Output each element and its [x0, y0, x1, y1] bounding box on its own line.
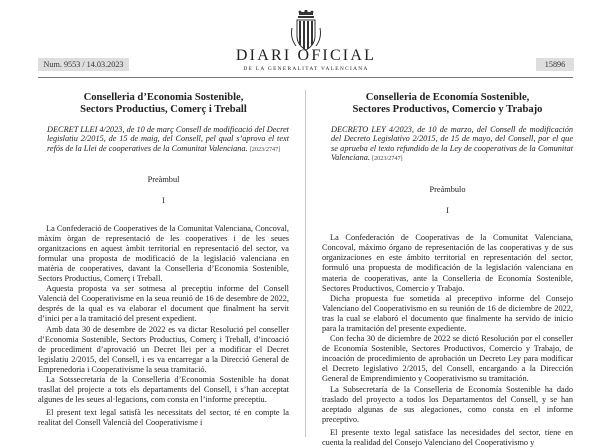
paragraph: La Confederació de Cooperatives de la Comunitat Valenciana, Concoval, màxim òrgan de representació de les cooperatives i de les seues organitzacions en aquest àmbit territorial en representació del sector, va formular una proposta de modificació de la legislació valenciana en matèria de cooperatives, davant la Conselleria d’Economia Sostenible, Sectors Productius, Comerç i Treball. — [38, 223, 289, 284]
decree-summary — [47, 125, 289, 155]
page-number: 15896 — [536, 58, 574, 71]
decree-title: DECRETO LEY 4/2023, de 10 de marzo, del Consell de modificación del Decreto Legislativo 2/2015, de 15 de mayo, del Consell, por el que se aprueba el texto refundido de la Ley de cooperativas de la Comunitat Valenciana. — [331, 124, 573, 163]
paragraph: La Subsecretaría de la Conselleria de Economía Sostenible ha dado traslado del proyecto a todos los Departamentos del Consell, y se han aceptado algunas de sus alegaciones, como consta en el informe preceptivo. — [322, 384, 573, 424]
ministry-heading-line1: Conselleria d’Economia Sostenible, — [83, 92, 244, 103]
issue-number: Num. 9553 / 14.03.2023 — [38, 58, 129, 71]
decree-title: DECRET LLEI 4/2023, de 10 de març Consell de modificació del Decret legislatiu 2/2015, de 15 de maig, del Consell, pel qual s’aprova el text refós de la Llei de cooperatives de la Comunitat Valenciana. — [47, 124, 289, 153]
section-number: I — [162, 196, 165, 206]
section-number: I — [446, 206, 449, 216]
masthead-title: DIARI OFICIAL — [235, 47, 377, 64]
decree-reference: [2023/2747] — [249, 145, 281, 153]
header-rule — [38, 77, 573, 78]
ministry-heading-line2: Sectors Productius, Comerç i Treball — [80, 104, 247, 116]
paragraph: La Sotssecretaria de la Conselleria d’Economia Sostenible ha donat trasllat del projecte a tots els departaments del Consell, i s’han acceptat algunes de les seues al·legacions, com consta en l’informe preceptiu. — [38, 374, 289, 405]
paragraph: Con fecha 30 de diciembre de 2022 se dictó Resolución por el conseller de Economía Sostenible, Sectores Productivos, Comercio y Trabajo, de incoación de procedimiento de aprobación un Decreto Ley para modificar el Decreto legislativo 2/2015, del Consell, encargando a la Dirección General de Emprendimiento y Cooperativismo su tramitación. — [322, 334, 573, 384]
paragraph: Dicha propuesta fue sometida al preceptivo informe del Consejo Valenciano del Cooperativismo en su reunión de 16 de diciembre de 2022, tras la cual se elaboró el documento que finalmente ha servido de inicio para la tramitación del presente expediente. — [322, 293, 573, 333]
paragraph: La Confederación de Cooperativas de la Comunitat Valenciana, Concoval, máximo órgano de representación de las cooperativas y de sus organizaciones en este ámbito territorial en representación del sector, formuló una propuesta de modificación de la legislación valenciana en materia de cooperativas, ante la Conselleria de Economía Sostenible, Sectores Productivos, Comercio y Trabajo. — [322, 233, 573, 293]
paragraph: Aquesta proposta va ser sotmesa al preceptiu informe del Consell Valencià del Cooperativisme en la seua reunió de 16 de desembre de 2022, després de la qual es va elaborar el document que finalment ha servit d’inici per a la tramitació del present expedient. — [38, 284, 289, 324]
masthead-subtitle: DE LA GENERALITAT VALENCIANA — [243, 66, 369, 72]
paragraph: El presente texto legal satisface las necesidades del sector, tiene en cuenta la realidad del Consejo Valenciano del Cooperativismo y — [322, 427, 573, 448]
column-valencian — [38, 92, 289, 428]
column-spanish — [322, 92, 573, 448]
paragraph: El present text legal satisfà les necessitats del sector, té en compte la realitat del Consell Valencià del Cooperativisme i — [38, 408, 289, 428]
decree-summary — [331, 125, 573, 164]
decree-reference: [2023/2747] — [372, 155, 403, 163]
section-heading: Preámbulo — [429, 184, 466, 194]
ministry-heading-line2: Sectores Productivos, Comercio y Trabajo — [352, 104, 543, 116]
ministry-heading — [322, 92, 573, 117]
column-divider — [305, 90, 306, 437]
ministry-heading — [38, 92, 289, 117]
ministry-heading-line1: Conselleria de Economía Sostenible, — [365, 92, 530, 103]
paragraph: Amb data 30 de desembre de 2022 es va dictar Resolució pel conseller d’Economia Sostenible, Sectors Productius, Comerç i Treball, d’incoació de procediment d’aprovació un Decret llei per a modificar el Decret legislatiu 2/2015, del Consell, i es va encarregar a la Direcció General de Emprenedoria i Cooperativisme la seua tramitació. — [38, 324, 289, 374]
section-heading: Preàmbul — [147, 175, 180, 185]
